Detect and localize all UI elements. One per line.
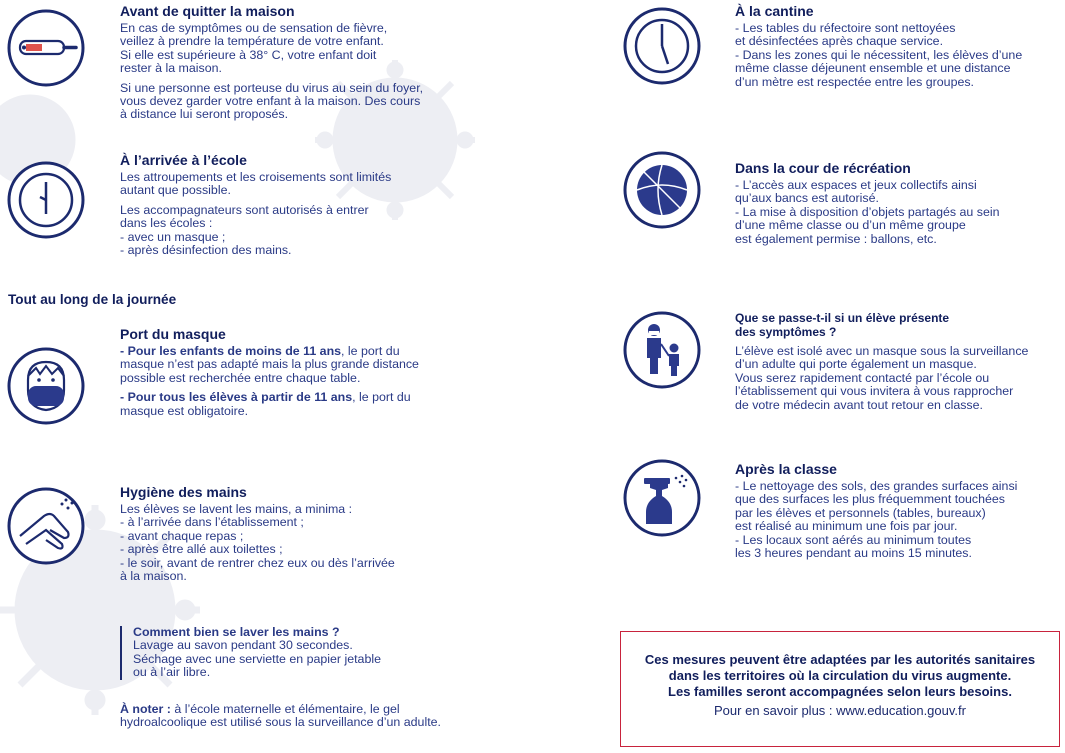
hygiene-paragraph: Les élèves se lavent les mains, a minima : - à l’arrivée dans l’établissement ; - avant chaque repas ; - après être allé aux toilettes ; - le soir, avant de rentrer chez eux ou dès l’arrivée à la maison. [120, 502, 395, 584]
info-box-link-line: Pour en savoir plus : www.education.gouv.fr [714, 703, 966, 718]
section-maison [120, 3, 540, 122]
apres-paragraph: - Le nettoyage des sols, des grandes surfaces ainsi que des surfaces les plus fréquemment touchées par les élèves et personnels (tables, bureaux) est réalisé au minimum une fois par jour. - Les locaux sont aérés au minimum toutes les 3 heures pendant au moins 15 minutes. [735, 479, 1018, 561]
masque-title: Port du masque [120, 326, 226, 342]
hand-washing-icon [6, 486, 86, 566]
section-cour [735, 160, 1060, 246]
child-mask-icon [6, 346, 86, 426]
section-arrivee [120, 152, 540, 257]
section-hygiene [120, 484, 540, 583]
masque-p1-rest: , le port du masque n’est pas adapté mais la plus grande distance possible est recherchée entre chaque table. [120, 344, 419, 385]
thermometer-icon [6, 8, 86, 88]
clock-icon [6, 160, 86, 240]
cour-title: Dans la cour de récréation [735, 160, 911, 176]
note-rest: à l’école maternelle et élémentaire, le gel hydroalcoolique est utilisé sous la surveillance d’un adulte. [120, 702, 441, 730]
tip-title: Comment bien se laver les mains ? [133, 625, 340, 639]
ball-icon [622, 150, 702, 230]
section-masque [120, 326, 540, 418]
arrivee-paragraph-1: Les attroupements et les croisements sont limités autant que possible. [120, 170, 392, 198]
masque-p2-bold: - Pour tous les élèves à partir de 11 ans [120, 390, 353, 405]
masque-paragraph-1 [120, 345, 540, 385]
section-title-journee: Tout au long de la journée [8, 292, 177, 307]
info-box-line-3: Les familles seront accompagnées selon leurs besoins. [668, 684, 1012, 699]
masque-paragraph-2 [120, 391, 540, 418]
info-box-line-1: Ces mesures peuvent être adaptées par les autorités sanitaires [644, 652, 1036, 667]
section-apres [735, 461, 1060, 560]
spray-bottle-icon [622, 458, 702, 538]
hand-wash-tip [120, 626, 381, 680]
arrivee-paragraph-2: Les accompagnateurs sont autorisés à entrer dans les écoles : - avec un masque ; - après désinfection des mains. [120, 202, 369, 258]
masque-p2-rest: , le port du masque est obligatoire. [120, 390, 411, 418]
note-paragraph [120, 703, 550, 730]
adult-child-mask-icon [622, 310, 702, 390]
info-box [620, 631, 1060, 747]
section-cantine [735, 3, 1060, 89]
cantine-paragraph: - Les tables du réfectoire sont nettoyées et désinfectées après chaque service. - Dans les zones qui le nécessitent, les élèves d’une même classe déjeunent ensemble et une distance d’un mètre est respectée entre les groupes. [735, 21, 1023, 89]
cour-paragraph: - L’accès aux espaces et jeux collectifs ainsi qu’aux bancs est autorisé. - La mise à disposition d’objets partagés au sein d’une même classe ou d’un même groupe est également permise : ballons, etc. [735, 178, 1000, 246]
note-bold: À noter : [120, 702, 171, 716]
hygiene-title: Hygiène des mains [120, 484, 247, 500]
masque-p1-bold: - Pour les enfants de moins de 11 ans [120, 344, 342, 358]
symptomes-paragraph: L’élève est isolé avec un masque sous la surveillance d’un adulte qui porte également un masque. Vous serez rapidement contacté par l’école ou l’établissement qui vous invitera à vous rapprocher de votre médecin avant tout retour en classe. [735, 344, 1029, 412]
apres-title: Après la classe [735, 461, 837, 477]
symptomes-title: Que se passe-t-il si un élève présente des symptômes ? [735, 311, 950, 339]
section-symptomes [735, 311, 1065, 412]
tip-text: Lavage au savon pendant 30 secondes. Séchage avec une serviette en papier jetable ou à l’air libre. [133, 638, 381, 680]
maison-paragraph-1: En cas de symptômes ou de sensation de fièvre, veillez à prendre la température de votre enfant. Si elle est supérieure à 38° C, votre enfant doit rester à la maison. [120, 21, 388, 76]
arrivee-title: À l’arrivée à l’école [120, 152, 247, 168]
info-box-line-2: dans les territoires où la circulation du virus augmente. [668, 668, 1012, 683]
cantine-title: À la cantine [735, 3, 814, 19]
maison-paragraph-2: Si une personne est porteuse du virus au sein du foyer, vous devez garder votre enfant à la maison. Des cours à distance lui seront proposés. [120, 80, 424, 122]
maison-title: Avant de quitter la maison [120, 3, 295, 19]
clock-icon-cantine [622, 6, 702, 86]
